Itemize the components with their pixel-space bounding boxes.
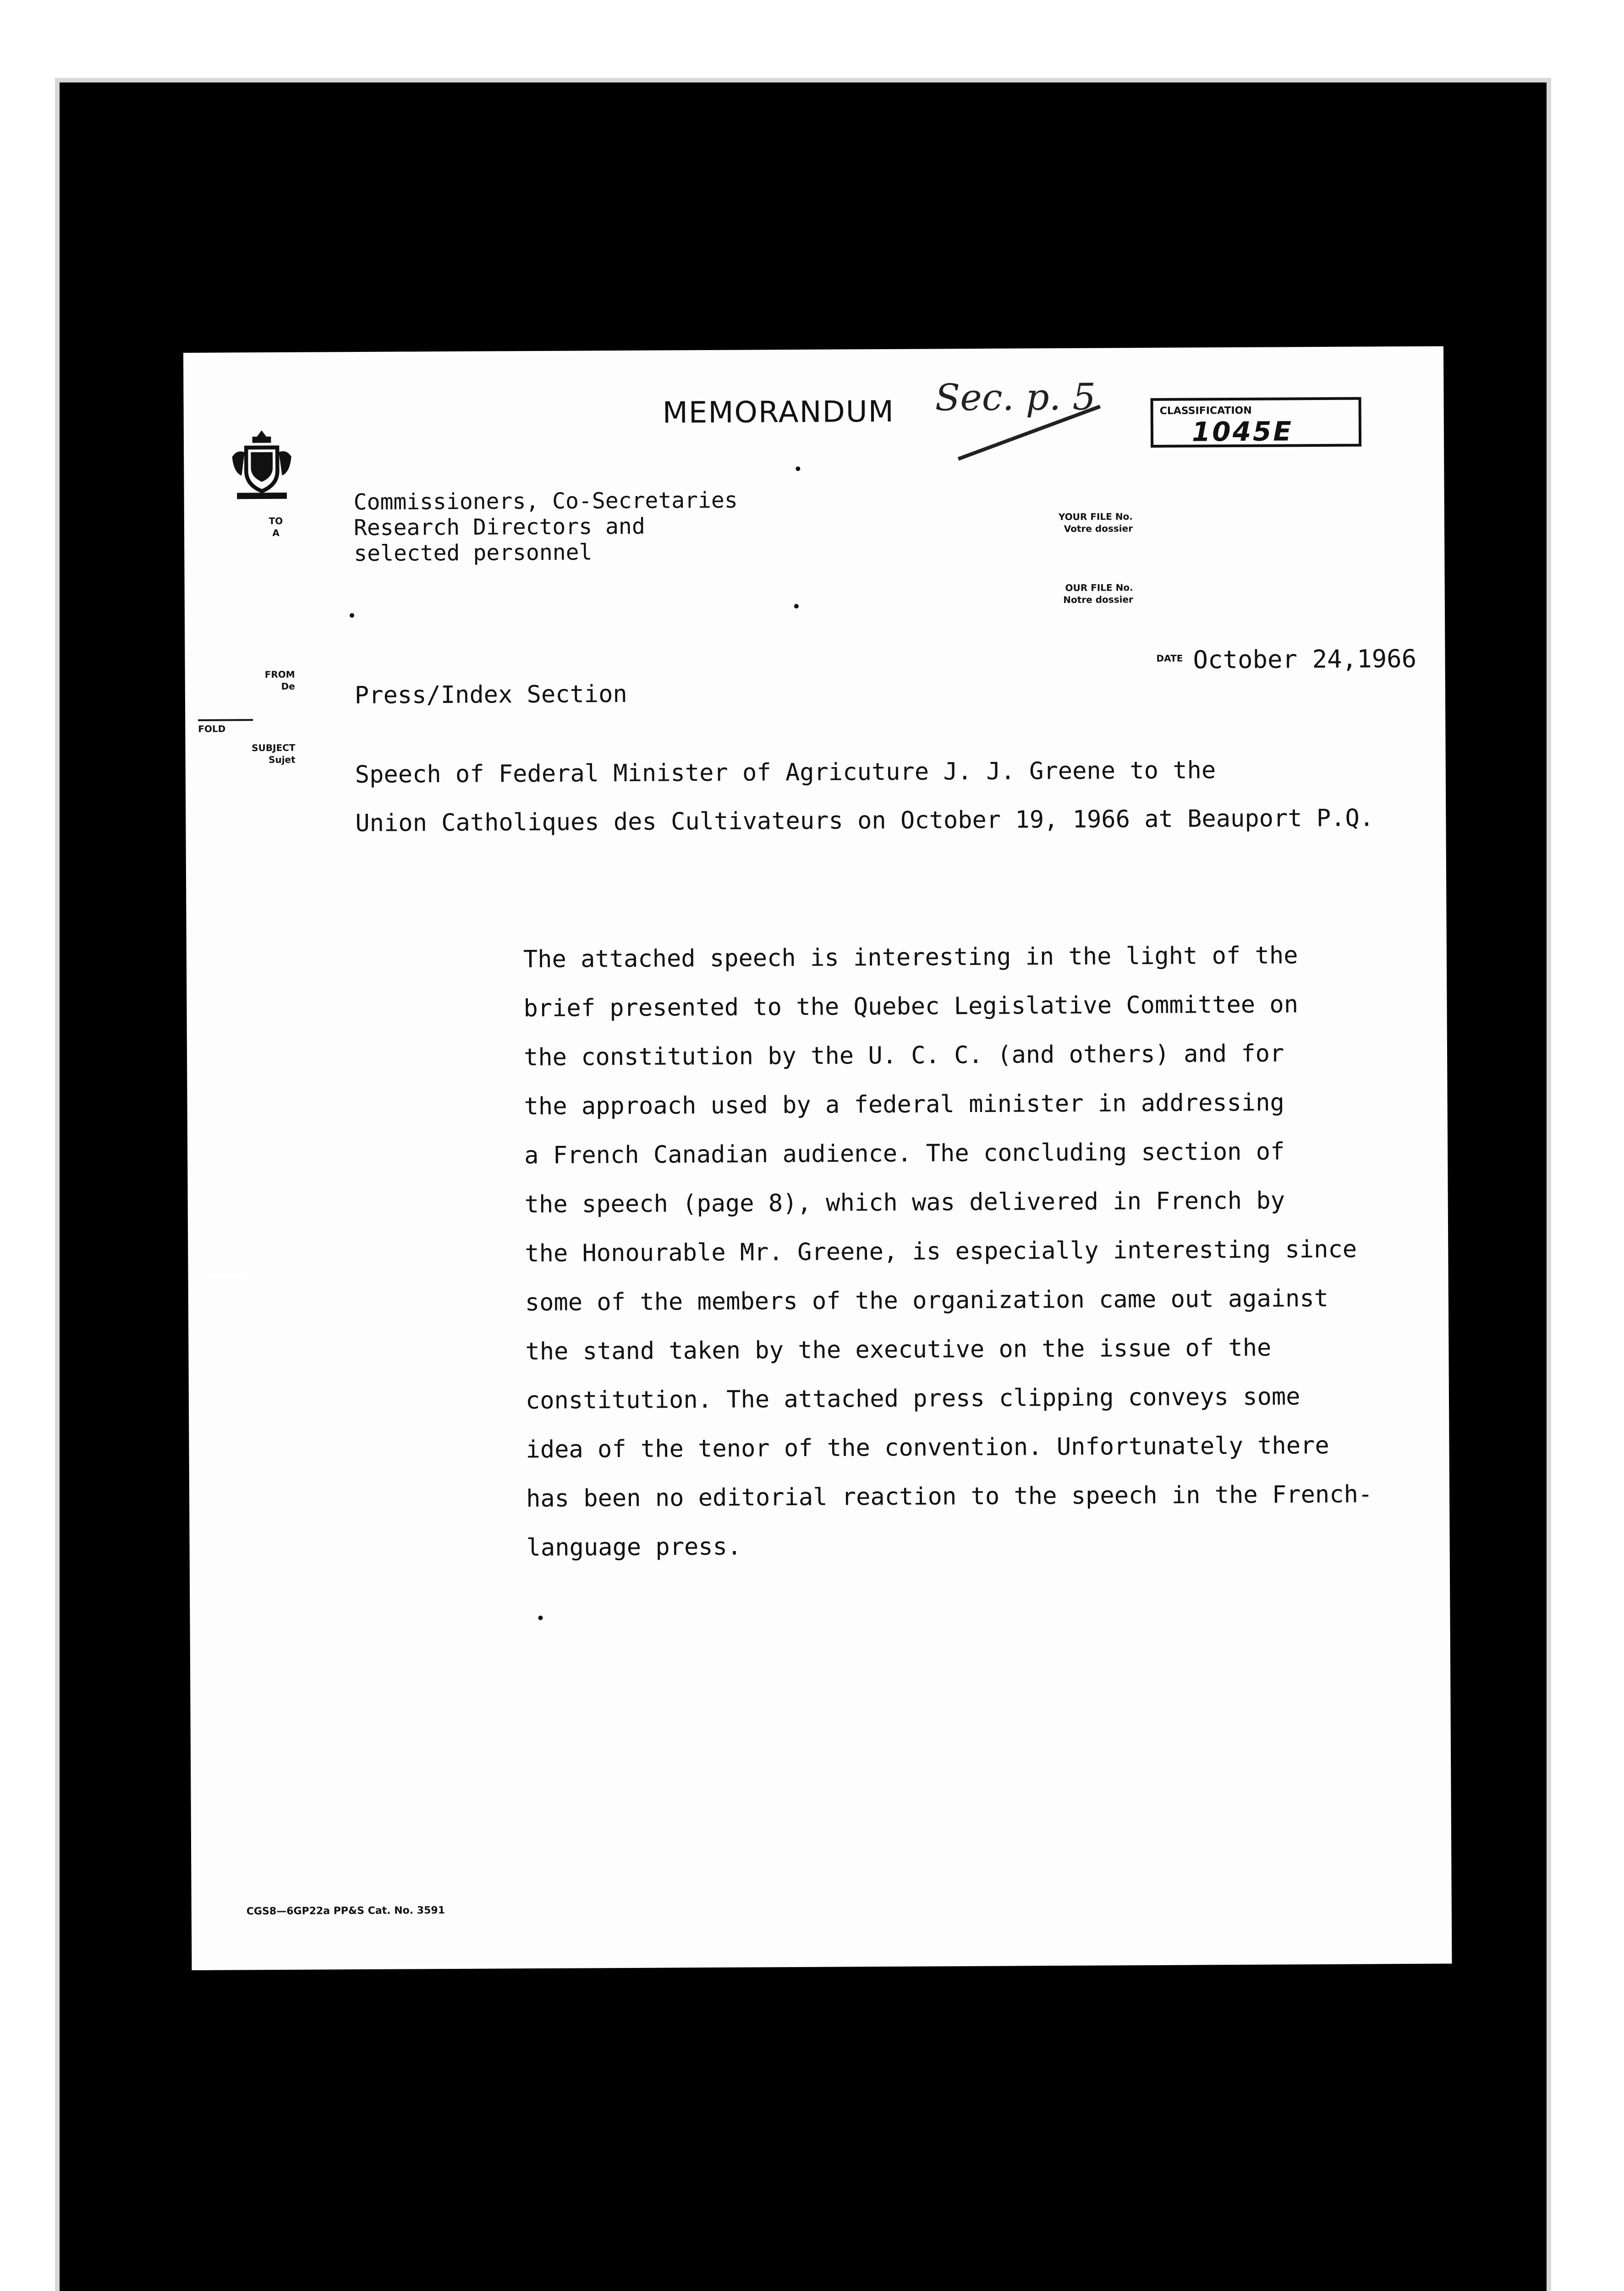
body-line: a French Canadian audience. The concluding section of [524,1138,1285,1170]
body-line: idea of the tenor of the convention. Unfortunately there [526,1431,1329,1464]
form-code: CGS8—6GP22a PP&S Cat. No. 3591 [246,1905,445,1918]
body-line: the speech (page 8), which was delivered in French by [524,1187,1285,1219]
margin-mark [207,1273,246,1277]
memo-date: October 24,1966 [1193,644,1417,674]
speck [794,604,799,608]
recipients: Commissioners, Co-Secretaries Research Directors and selected personnel [353,487,738,567]
memo-title: MEMORANDUM [662,395,895,430]
subject [355,745,1374,848]
body-line: some of the members of the organization came out against [525,1284,1329,1317]
body-line: the approach used by a federal minister in addressing [524,1089,1285,1121]
to-label: TO A [269,515,283,538]
subject-label: SUBJECT Sujet [252,742,296,766]
subject-line: Speech of Federal Minister of Agricuture J. J. Greene to the [355,756,1216,789]
body-line: has been no editorial reaction to the speech in the French- [526,1480,1373,1513]
body-line: language press. [526,1533,742,1562]
body-line: brief presented to the Quebec Legislative Committee on [523,991,1299,1023]
body-line: The attached speech is interesting in the light of the [523,942,1298,974]
subject-line: Union Catholiques des Cultivateurs on October 19, 1966 at Beauport P.Q. [355,804,1374,838]
your-file-label: YOUR FILE No. Votre dossier [1058,511,1133,534]
body-line: the stand taken by the executive on the issue of the [525,1334,1272,1366]
from-label: FROM De [264,669,295,692]
handwritten-note: Sec. p. 5 [935,375,1096,419]
sender: Press/Index Section [354,680,627,710]
body-line: constitution. The attached press clipping conveys some [525,1383,1300,1415]
classification-value: 1045E [1191,416,1294,448]
body-line: the constitution by the U. C. C. (and others) and for [523,1040,1284,1072]
classification-label: CLASSIFICATION [1159,405,1252,417]
body-line: the Honourable Mr. Greene, is especially interesting since [525,1235,1357,1268]
coat-of-arms-icon [223,426,301,504]
memo-body [523,931,1406,1573]
memorandum-page [183,346,1452,1970]
our-file-label: OUR FILE No. Notre dossier [1063,582,1133,605]
speck [350,613,354,618]
date-label: DATE [1156,652,1183,664]
speck [538,1616,543,1620]
fold-label: FOLD [198,719,253,735]
speck [796,466,800,471]
